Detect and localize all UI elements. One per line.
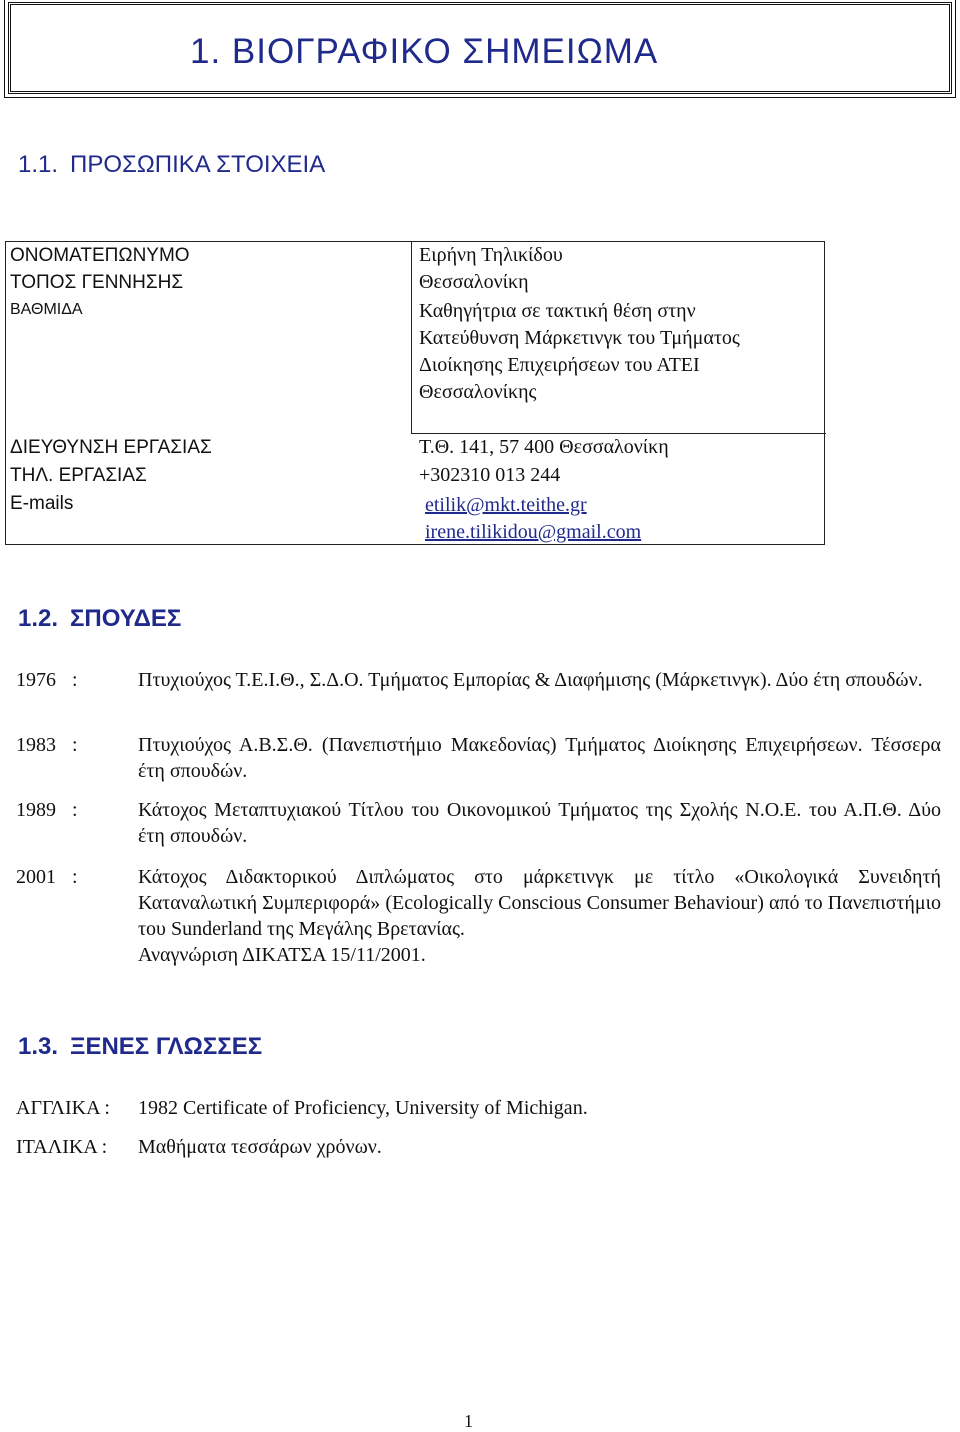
rank-label: ΒΑΘΜΙΔΑ: [10, 301, 83, 318]
study-colon: :: [72, 799, 78, 821]
study-line: Πτυχιούχος Τ.Ε.Ι.Θ., Σ.Δ.Ο. Τμήματος Εμπορίας & Διαφήμισης (Μάρκετινγκ). Δύο έτη σπουδών.: [138, 669, 923, 691]
email-link[interactable]: irene.tilikidou@gmail.com: [425, 521, 642, 543]
study-description: [138, 797, 941, 849]
study-year: 2001: [16, 866, 56, 888]
section-title: ΠΡΟΣΩΠΙΚΑ ΣΤΟΙΧΕΙΑ: [70, 151, 326, 178]
section-number: 1.3.: [18, 1033, 59, 1060]
study-description: [138, 864, 941, 968]
study-line: Πτυχιούχος Α.Β.Σ.Θ. (Πανεπιστήμιο Μακεδονίας) Τμήματος Διοίκησης Επιχειρήσεων. Τέσσερα έτη σπουδών.: [138, 734, 941, 782]
section-heading-personal: [18, 150, 325, 180]
name-label: ΟΝΟΜΑΤΕΠΩΝΥΜΟ: [10, 245, 190, 266]
section-number: 1.1.: [18, 151, 59, 178]
study-line: Κάτοχος Μεταπτυχιακού Τίτλου του Οικονομικού Τμήματος της Σχολής Ν.Ο.Ε. του Α.Π.Θ. Δύο έτη σπουδών.: [138, 799, 941, 847]
study-description: [138, 732, 941, 784]
section-title: ΞΕΝΕΣ ΓΛΩΣΣΕΣ: [70, 1033, 263, 1060]
study-year: 1976: [16, 669, 56, 691]
study-colon: :: [72, 669, 78, 691]
study-year: 1989: [16, 799, 56, 821]
section-title: ΣΠΟΥΔΕΣ: [70, 605, 182, 632]
emails-label: E-mails: [10, 493, 74, 514]
birthplace-value: Θεσσαλονίκη: [419, 271, 529, 293]
language-name: ΑΓΓΛΙΚΑ :: [16, 1097, 110, 1119]
language-entry: [16, 1095, 588, 1121]
email-link[interactable]: etilik@mkt.teithe.gr: [425, 494, 587, 516]
section-heading-studies: [18, 604, 181, 634]
section-number: 1.2.: [18, 605, 59, 632]
name-value: Ειρήνη Τηλικίδου: [419, 244, 563, 266]
birthplace-label: ΤΟΠΟΣ ΓΕΝΝΗΣΗΣ: [10, 272, 184, 293]
rank-line: Καθηγήτρια σε τακτική θέση στην: [419, 300, 696, 322]
study-colon: :: [72, 734, 78, 756]
study-line: Κάτοχος Διδακτορικού Διπλώματος στο μάρκετινγκ με τίτλο «Οικολογικά Συνειδητή Καταναλωτική Συμπεριφορά» (Ecologically Conscious Consumer Behaviour) από το Πανεπιστήμιο του Sunderland της Μεγάλης Βρετανίας.: [138, 866, 941, 940]
study-year: 1983: [16, 734, 56, 756]
phone-label: ΤΗΛ. ΕΡΓΑΣΙΑΣ: [10, 465, 147, 486]
rank-line: Κατεύθυνση Μάρκετινγκ του Τμήματος: [419, 327, 740, 349]
language-entry: [16, 1134, 382, 1160]
section-heading-languages: [18, 1032, 262, 1062]
study-description: [138, 667, 941, 693]
language-detail: 1982 Certificate of Proficiency, University of Michigan.: [138, 1097, 588, 1119]
address-value: Τ.Θ. 141, 57 400 Θεσσαλονίκη: [419, 436, 669, 458]
language-name: ΙΤΑΛΙΚΑ :: [16, 1136, 108, 1158]
rank-line: Θεσσαλονίκης: [419, 381, 537, 403]
address-label: ΔΙΕΥΘΥΝΣΗ ΕΡΓΑΣΙΑΣ: [10, 437, 212, 458]
page-number: 1: [464, 1411, 473, 1431]
rank-line: Διοίκησης Επιχειρήσεων του ΑΤΕΙ: [419, 354, 700, 376]
phone-value: +302310 013 244: [419, 464, 561, 486]
study-line: Αναγνώριση ΔΙΚΑΤΣΑ 15/11/2001.: [138, 944, 426, 966]
study-colon: :: [72, 866, 78, 888]
language-detail: Μαθήματα τεσσάρων χρόνων.: [138, 1136, 382, 1158]
page-title: 1. ΒΙΟΓΡΑΦΙΚΟ ΣΗΜΕΙΩΜΑ: [190, 32, 659, 71]
